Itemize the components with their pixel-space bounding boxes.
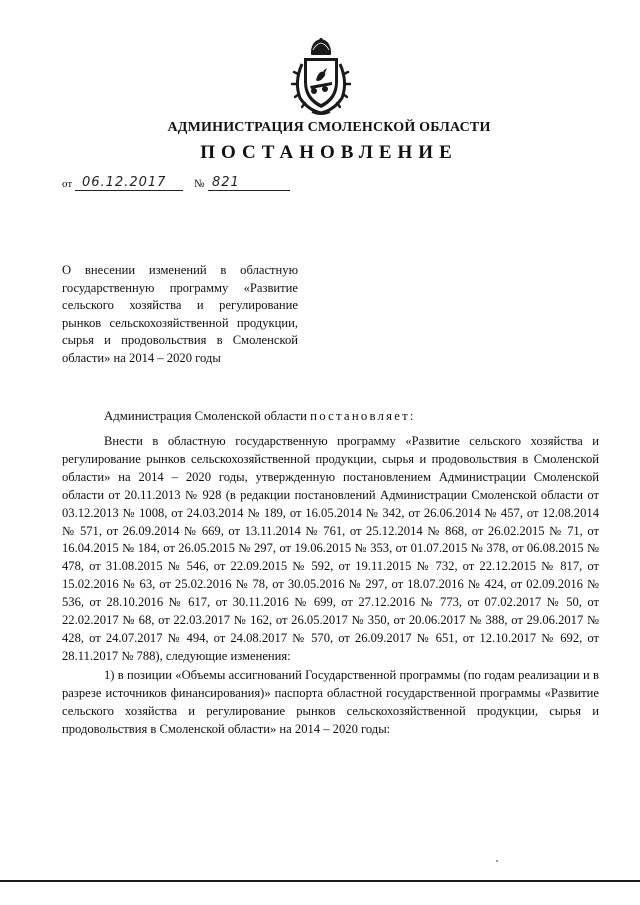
number-underline (208, 190, 290, 191)
amendment-item-1: 1) в позиции «Объемы ассигнований Государственной программы (по годам реализации и в разрезе источников финансирования)» паспорта областной государственной программы «Развитие сельского хозяйства и регулирование рынков сельскохозяйственной продукции, сырья и продовольствия в Смоленской области» на 2014 – 2020 годы: (62, 667, 599, 736)
scan-speck (496, 860, 498, 862)
decree-intro (104, 408, 584, 425)
number-label: № (194, 178, 205, 190)
document-subject: О внесении изменений в областную государственную программу «Развитие сельского хозяйства и регулирование рынков сельскохозяйственной продукции, сырья и продовольствия в Смоленской области» на 2014 – 2020 годы (62, 263, 298, 365)
amendment-paragraph: Внести в областную государственную программу «Развитие сельского хозяйства и регулирование рынков сельскохозяйственной продукции, сырья и продовольствия в Смоленской области» на 2014 – 2020 годы, утвержденную постановлением Администрации Смоленской области от 20.11.2013 № 928 (в редакции постановлений Администрации Смоленской области от 03.12.2013 № 1008, от 24.03.2014 № 189, от 16.05.2014 № 342, от 26.06.2014 № 457, от 12.08.2014 № 571, от 26.09.2014 № 669, от 13.11.2014 № 761, от 25.12.2014 № 868, от 26.02.2015 № 71, от 16.04.2015 № 184, от 26.05.2015 № 297, от 19.06.2015 № 353, от 01.07.2015 № 378, от 06.08.2015 № 478, от 31.08.2015 № 546, от 22.09.2015 № 592, от 19.11.2015 № 732, от 22.12.2015 № 817, от 15.02.2016 № 63, от 25.02.2016 № 78, от 30.05.2016 № 297, от 18.07.2016 № 424, от 02.09.2016 № 536, от 28.10.2016 № 617, от 30.11.2016 № 699, от 27.12.2016 № 773, от 07.02.2017 № 50, от 22.02.2017 № 68, от 22.03.2017 № 162, от 26.05.2017 № 350, от 20.06.2017 № 388, от 29.06.2017 № 428, от 24.07.2017 № 494, от 24.08.2017 № 570, от 26.09.2017 № 651, от 12.10.2017 № 692, от 28.11.2017 № 788), следующие изменения: (62, 434, 599, 663)
organization-title: АДМИНИСТРАЦИЯ СМОЛЕНСКОЙ ОБЛАСТИ (167, 120, 491, 135)
document-date-number-line (62, 173, 322, 193)
date-label: от (62, 178, 73, 190)
page-bottom-rule (0, 880, 640, 882)
date-handwritten: 06.12.2017 (82, 175, 167, 190)
date-underline (75, 190, 183, 191)
decree-intro-verb: постановляет: (310, 409, 416, 423)
coat-of-arms-icon (290, 38, 352, 116)
document-body (62, 433, 599, 738)
number-handwritten: 821 (212, 175, 240, 190)
document-type-heading: ПОСТАНОВЛЕНИЕ (200, 142, 458, 163)
decree-intro-prefix: Администрация Смоленской области (104, 409, 311, 423)
